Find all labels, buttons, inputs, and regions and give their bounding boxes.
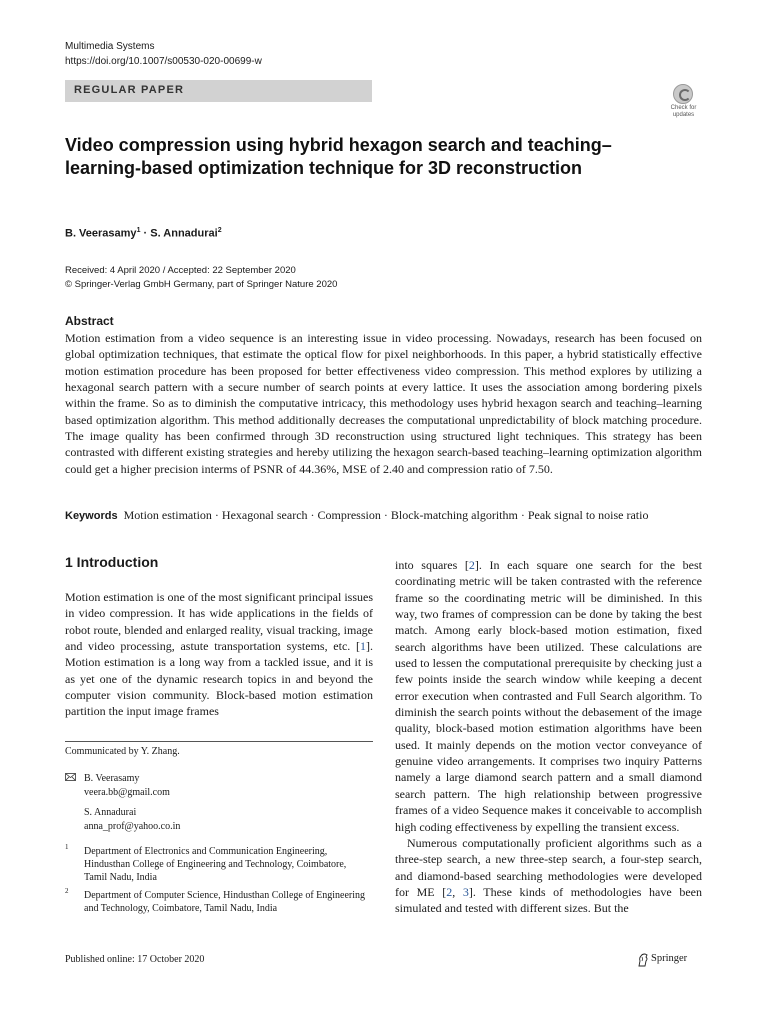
paragraph-text: ]. These kinds of methodologies have been simulated and tested with different sizes. But the — [395, 884, 702, 916]
author-affiliation-mark[interactable]: 1 — [136, 227, 141, 234]
paragraph-text: Numerous computationally proficient algorithms such as a three-step search, a new three-step search, a four-step search, and diamond-based searching methodologies were developed for ME [ — [395, 835, 702, 899]
citation-link[interactable]: 2 — [446, 884, 453, 899]
paragraph — [395, 557, 702, 835]
keywords-text: Motion estimation · Hexagonal search · Compression · Block-matching algorithm · Peak signal to noise ratio — [123, 508, 649, 522]
keywords-line — [65, 508, 705, 523]
check-for-updates-badge[interactable] — [666, 84, 701, 122]
author-name: S. Annadurai — [150, 227, 218, 240]
journal-name: Multimedia Systems — [65, 41, 155, 52]
section-heading-introduction: 1 Introduction — [65, 554, 159, 570]
received-accepted-dates: Received: 4 April 2020 / Accepted: 22 September 2020 — [65, 265, 296, 276]
communicated-by: Communicated by Y. Zhang. — [65, 746, 180, 757]
paragraph-text: ]. Motion estimation is a long way from a tackled issue, and it is as yet one of the dynamic research topics in and beyond the computer vision community. Block-based motion estimation partition the input image frames — [65, 639, 373, 719]
abstract-body: Motion estimation from a video sequence is an interesting issue in video processing. Nowadays, research has been focused on global optimization techniques, that estimate the optical flow for pixel neighborhoods. In this paper, a hybrid statistically effective motion estimation procedure has been proposed for better effectiveness video compression. This method explores by utilizing a hexagonal search pattern with a secure number of search points at every lattice. It uses the association among bordering pixels within the frame. So as to diminish the computative intricacy, this methodology uses hybrid hexagon search and teaching–learning based optimization algorithm. This method additionally decreases the computational unpredictability of block matching procedure. The image quality has been confirmed through 3D reconstruction using structured light techniques. This strategy has been contrasted with different existing strategies and hereby utilizing the hexagon search-based teaching–learning optimization algorithm could get a higher precision interms of PSNR of 44.36%, MSE of 2.40 and compression ratio of 7.50. — [65, 331, 702, 476]
article-title: Video compression using hybrid hexagon search and teaching–learning-based optimization technique for 3D reconstruction — [65, 135, 612, 178]
footnote-divider — [65, 741, 373, 742]
affiliation-number: 1 — [65, 843, 69, 851]
publisher-name: Springer — [651, 953, 688, 964]
envelope-icon — [65, 773, 76, 781]
paragraph-text: into squares [ — [395, 558, 469, 572]
paragraph-text: Motion estimation is one of the most significant principal issues in video compression. It has wide applications in the fields of robot route, blended and enlarged reality, visual tracking, image and video processing, astute transportation systems, etc. [ — [65, 590, 373, 654]
affiliation-number: 2 — [65, 887, 69, 895]
citation-link[interactable]: 1 — [360, 639, 366, 654]
body-column-left — [65, 589, 373, 720]
paragraph — [65, 589, 373, 720]
article-type-banner — [65, 80, 372, 102]
author-email-link[interactable]: veera.bb@gmail.com — [84, 787, 170, 798]
keywords-label: Keywords — [65, 510, 118, 522]
springer-horse-icon — [637, 953, 649, 967]
paragraph-text: ]. In each square one search for the best coordinating metric will be taken contrasted with the reference frame so the coordinating metric will be diminished. In this way, two frames of compression can be done by taking the best match. Among early block-based motion estimation, fixed search algorithms have been utilized. These calculations are used to lessen the computational prerequisite by checking just a few points inside the search window while keeping a decent error execution when contrasted and Full Search algorithm. To diminish the search points without the debasement of the image quality, block-based motion estimation algorithms have been used. It mainly depends on the motion vector conveyance of genuine video arrangements. It comprises two inquiry Patterns namely a large diamond search pattern and a small diamond search pattern. The high relationship between progressive frames of a video Sequence makes it conceivable to accomplish high coding effectiveness by expelling the transient excess. — [395, 558, 702, 834]
check-for-updates-label: Check for updates — [670, 105, 697, 118]
citation-link[interactable]: 3 — [462, 884, 469, 899]
author-email-link[interactable]: anna_prof@yahoo.co.in — [84, 821, 181, 832]
citation-separator: , — [452, 884, 463, 899]
author-name: B. Veerasamy — [65, 227, 137, 240]
affiliation-text: Department of Electronics and Communication Engineering, Hindusthan College of Engineering and Technology, Coimbatore, Tamil Nadu, India — [84, 846, 347, 883]
corresponding-author-name: B. Veerasamy — [84, 773, 140, 784]
published-online-date: Published online: 17 October 2020 — [65, 954, 205, 965]
affiliation-text: Department of Computer Science, Hindusthan College of Engineering and Technology, Coimbatore, Tamil Nadu, India — [84, 890, 366, 914]
author-list — [65, 227, 222, 240]
body-column-right — [395, 557, 702, 917]
paragraph — [395, 835, 702, 917]
article-type-label: REGULAR PAPER — [74, 84, 185, 96]
copyright-notice: © Springer-Verlag GmbH Germany, part of Springer Nature 2020 — [65, 279, 338, 290]
abstract-heading: Abstract — [65, 314, 114, 328]
refresh-icon — [673, 84, 693, 104]
citation-link[interactable]: 2 — [468, 558, 475, 572]
doi-link[interactable]: https://doi.org/10.1007/s00530-020-00699-w — [65, 56, 262, 67]
author-separator: · — [140, 227, 151, 240]
author-affiliation-mark[interactable]: 2 — [217, 227, 222, 234]
coauthor-name: S. Annadurai — [84, 807, 137, 818]
